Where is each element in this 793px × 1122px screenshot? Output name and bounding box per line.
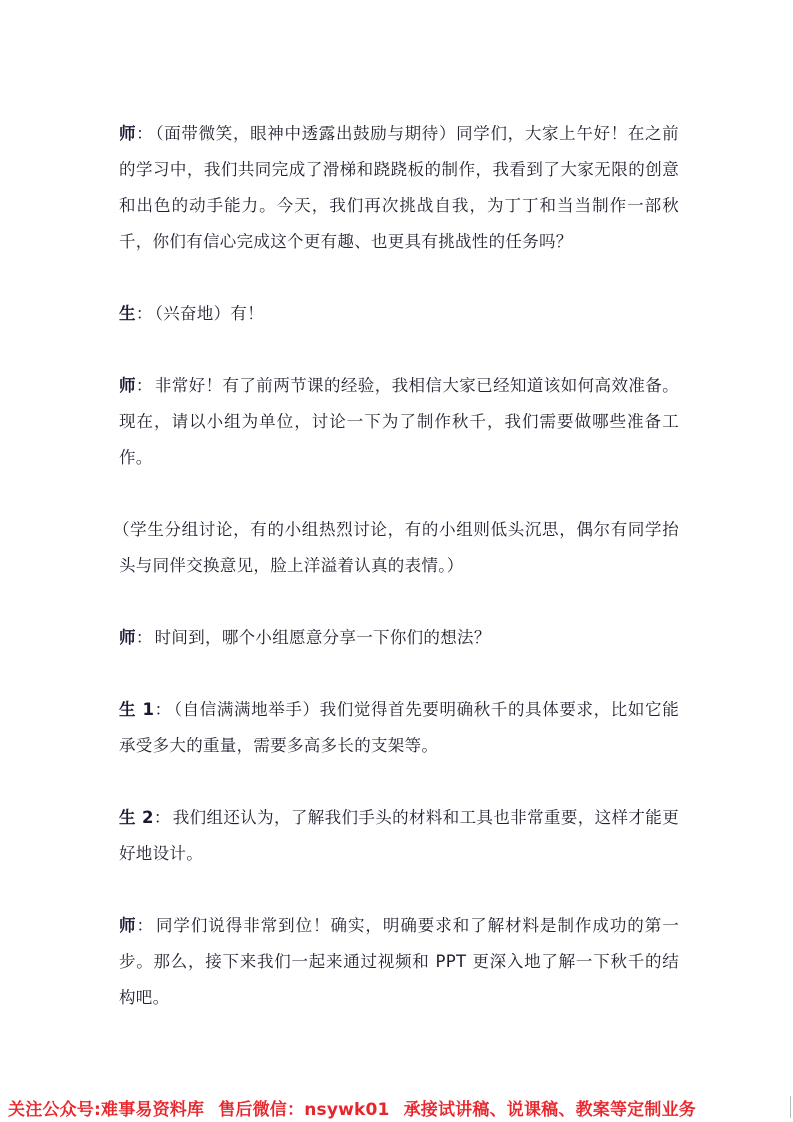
speaker-label: 生 2 bbox=[119, 808, 154, 827]
speaker-colon: ： bbox=[154, 700, 172, 719]
dialogue-text: 时间到，哪个小组愿意分享一下你们的想法？ bbox=[154, 628, 491, 647]
dialogue-text: （兴奋地）有！ bbox=[154, 304, 264, 323]
dialogue-teacher-question bbox=[119, 620, 679, 656]
dialogue-student-1 bbox=[119, 692, 679, 764]
speaker-colon: ： bbox=[135, 376, 153, 395]
page-edge-divider bbox=[790, 1096, 791, 1118]
dialogue-student-reply bbox=[119, 296, 679, 332]
speaker-colon: ： bbox=[136, 124, 154, 143]
footer-wechat: 售后微信：nsywk01 bbox=[218, 1100, 390, 1120]
speaker-label: 生 bbox=[119, 304, 136, 323]
speaker-label: 师 bbox=[119, 916, 137, 935]
speaker-colon: ： bbox=[153, 808, 171, 827]
dialogue-student-2 bbox=[119, 800, 679, 872]
stage-direction bbox=[113, 512, 679, 584]
footer-advertisement bbox=[8, 1095, 788, 1120]
dialogue-teacher-task bbox=[119, 368, 679, 476]
dialogue-text: （自信满满地举手）我们觉得首先要明确秋千的具体要求，比如它能承受多大的重量，需要多高多长的支架等。 bbox=[119, 700, 679, 755]
dialogue-teacher-greeting bbox=[119, 116, 679, 260]
lesson-transcript bbox=[113, 116, 679, 1052]
speaker-colon: ： bbox=[136, 916, 154, 935]
dialogue-text: （面带微笑，眼神中透露出鼓励与期待）同学们，大家上午好！在之前的学习中，我们共同完成了滑梯和跷跷板的制作，我看到了大家无限的创意和出色的动手能力。今天，我们再次挑战自我，为丁丁和当当制作一部秋千，你们有信心完成这个更有趣、也更具有挑战性的任务吗？ bbox=[119, 124, 679, 251]
speaker-label: 师 bbox=[119, 376, 136, 395]
dialogue-text: 非常好！有了前两节课的经验，我相信大家已经知道该如何高效准备。现在，请以小组为单位，讨论一下为了制作秋千，我们需要做哪些准备工作。 bbox=[119, 376, 679, 467]
dialogue-text: 我们组还认为，了解我们手头的材料和工具也非常重要，这样才能更好地设计。 bbox=[119, 808, 679, 863]
speaker-colon: ： bbox=[135, 304, 153, 323]
speaker-label: 师 bbox=[119, 124, 137, 143]
speaker-colon: ： bbox=[135, 628, 153, 647]
footer-public-account: 关注公众号:难事易资料库 bbox=[8, 1100, 205, 1120]
footer-services: 承接试讲稿、说课稿、教案等定制业务 bbox=[403, 1100, 696, 1120]
speaker-label: 师 bbox=[119, 628, 136, 647]
dialogue-text: （学生分组讨论，有的小组热烈讨论，有的小组则低头沉思，偶尔有同学抬头与同伴交换意见，脸上洋溢着认真的表情。） bbox=[113, 520, 679, 575]
dialogue-teacher-summary bbox=[119, 908, 679, 1016]
dialogue-text: 同学们说得非常到位！确实，明确要求和了解材料是制作成功的第一步。那么，接下来我们一起来通过视频和 PPT 更深入地了解一下秋千的结构吧。 bbox=[119, 916, 679, 1007]
speaker-label: 生 1 bbox=[119, 700, 155, 719]
